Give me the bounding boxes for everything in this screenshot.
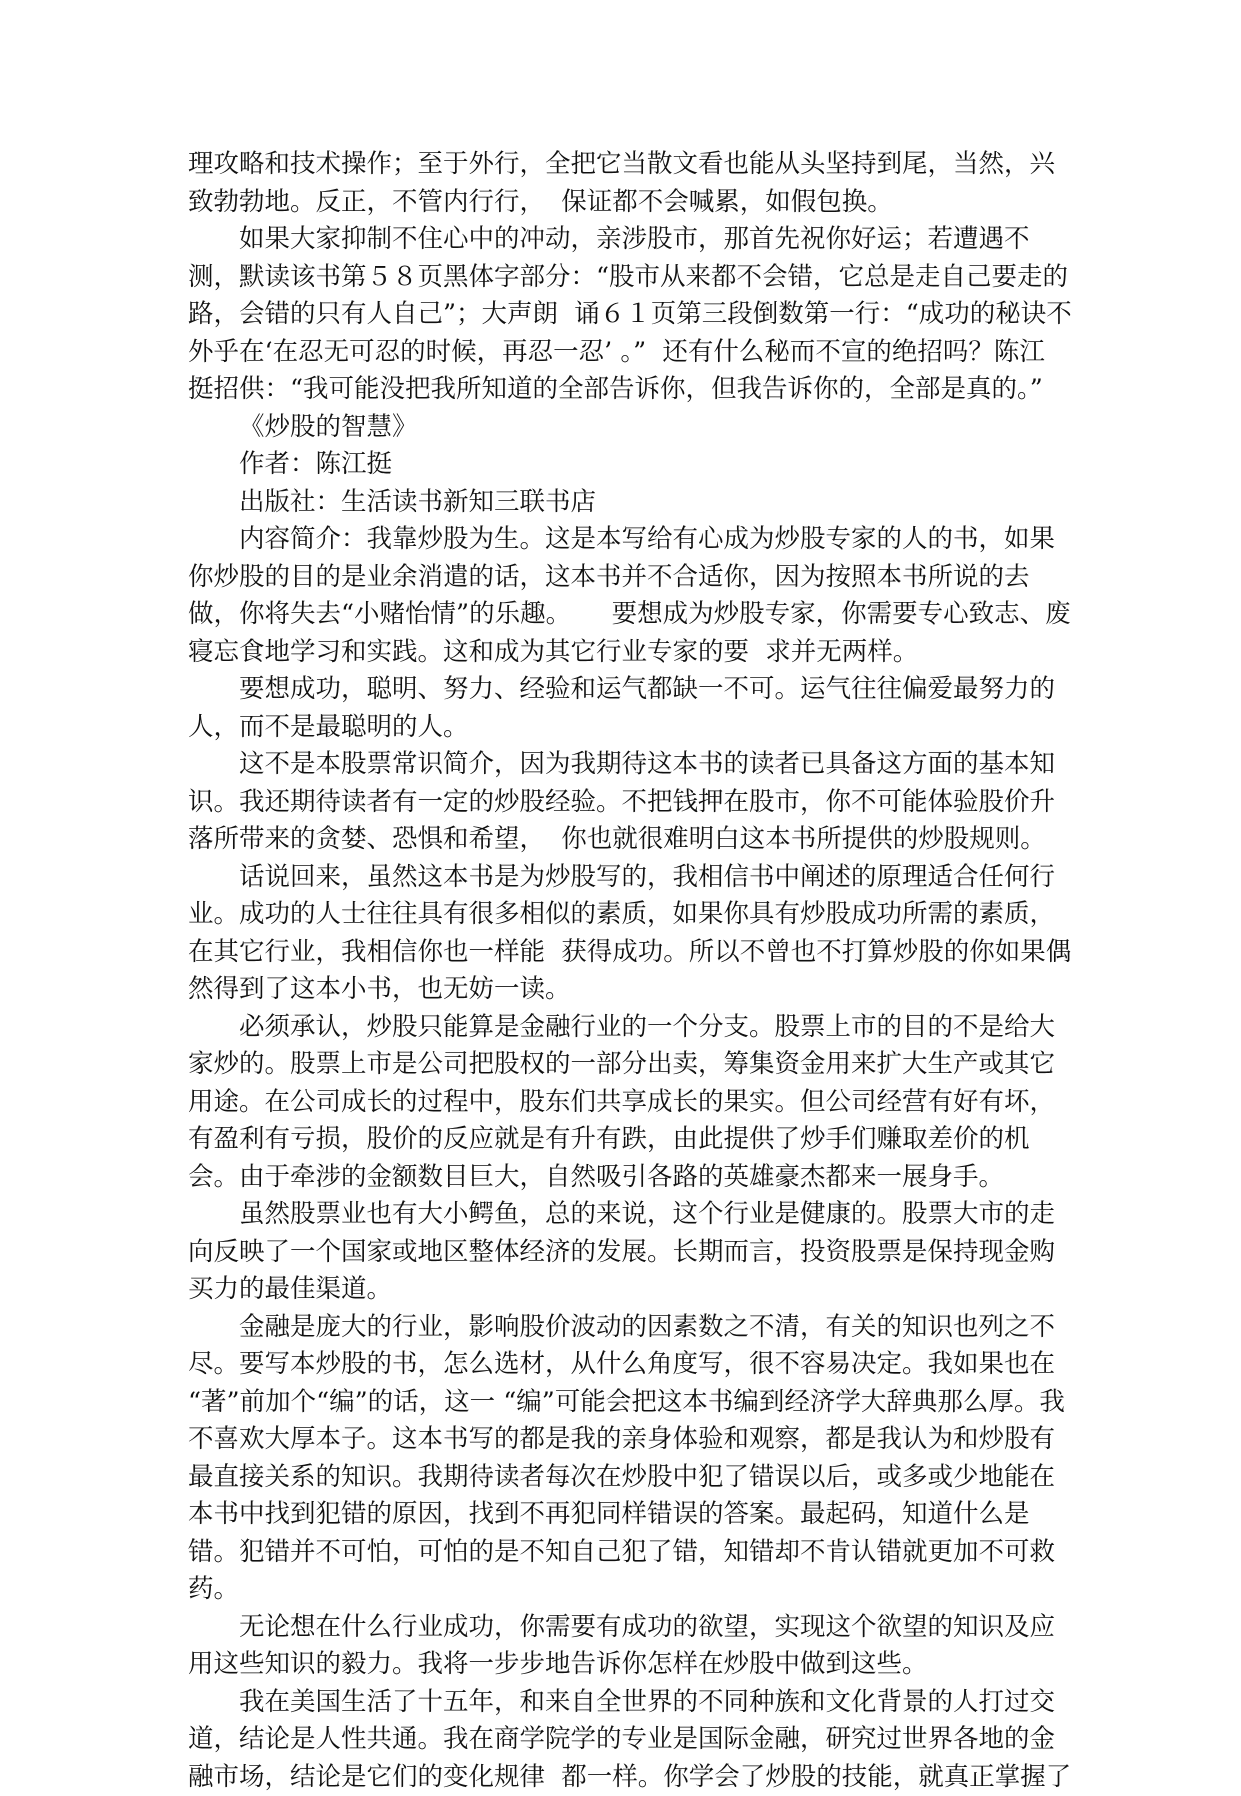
text-line: 药。 xyxy=(188,1571,1068,1609)
text-line: 业。成功的人士往往具有很多相似的素质，如果你具有炒股成功所需的素质， xyxy=(188,896,1068,934)
text-line: 金融是庞大的行业，影响股价波动的因素数之不清，有关的知识也列之不 xyxy=(188,1309,1068,1347)
text-line: 最直接关系的知识。我期待读者每次在炒股中犯了错误以后，或多或少地能在 xyxy=(188,1459,1068,1497)
text-line: 无论想在什么行业成功，你需要有成功的欲望，实现这个欲望的知识及应 xyxy=(188,1609,1068,1647)
text-line: 人，而不是最聪明的人。 xyxy=(188,709,1068,747)
text-line: 买力的最佳渠道。 xyxy=(188,1271,1068,1309)
text-line: 家炒的。股票上市是公司把股权的一部分出卖，筹集资金用来扩大生产或其它 xyxy=(188,1046,1068,1084)
text-line: 寝忘食地学习和实践。这和成为其它行业专家的要 求并无两样。 xyxy=(188,634,1068,672)
text-line: “著”前加个“编”的话，这一 “编”可能会把这本书编到经济学大辞典那么厚。我 xyxy=(188,1384,1068,1422)
text-line: 错。犯错并不可怕，可怕的是不知自己犯了错，知错却不肯认错就更加不可救 xyxy=(188,1534,1068,1572)
text-line: 作者：陈江挺 xyxy=(188,446,1068,484)
text-line: 这不是本股票常识简介，因为我期待这本书的读者已具备这方面的基本知 xyxy=(188,746,1068,784)
text-line: 融市场，结论是它们的变化规律 都一样。你学会了炒股的技能，就真正掌握了 xyxy=(188,1759,1068,1796)
text-line: 挺招供：“我可能没把我所知道的全部告诉你，但我告诉你的，全部是真的。” xyxy=(188,371,1068,409)
text-line: 外乎在‘在忍无可忍的时候，再忍一忍’ 。” 还有什么秘而不宣的绝招吗？陈江 xyxy=(188,334,1068,372)
text-line: 你炒股的目的是业余消遣的话，这本书并不合适你，因为按照本书所说的去 xyxy=(188,559,1068,597)
text-line: 《炒股的智慧》 xyxy=(188,409,1068,447)
text-line: 做，你将失去“小赌怡情”的乐趣。 要想成为炒股专家，你需要专心致志、废 xyxy=(188,596,1068,634)
text-line: 测，默读该书第５８页黑体字部分：“股市从来都不会错，它总是走自己要走的 xyxy=(188,259,1068,297)
text-line: 致勃勃地。反正，不管内行行， 保证都不会喊累，如假包换。 xyxy=(188,184,1068,222)
text-line: 落所带来的贪婪、恐惧和希望， 你也就很难明白这本书所提供的炒股规则。 xyxy=(188,821,1068,859)
text-line: 要想成功，聪明、努力、经验和运气都缺一不可。运气往往偏爱最努力的 xyxy=(188,671,1068,709)
text-line: 不喜欢大厚本子。这本书写的都是我的亲身体验和观察，都是我认为和炒股有 xyxy=(188,1421,1068,1459)
text-line: 路，会错的只有人自己”；大声朗 诵６１页第三段倒数第一行：“成功的秘诀不 xyxy=(188,296,1068,334)
text-line: 必须承认，炒股只能算是金融行业的一个分支。股票上市的目的不是给大 xyxy=(188,1009,1068,1047)
text-line: 话说回来，虽然这本书是为炒股写的，我相信书中阐述的原理适合任何行 xyxy=(188,859,1068,897)
text-line: 用这些知识的毅力。我将一步步地告诉你怎样在炒股中做到这些。 xyxy=(188,1646,1068,1684)
text-line: 内容简介：我靠炒股为生。这是本写给有心成为炒股专家的人的书，如果 xyxy=(188,521,1068,559)
text-line: 会。由于牵涉的金额数目巨大，自然吸引各路的英雄豪杰都来一展身手。 xyxy=(188,1159,1068,1197)
text-line: 道，结论是人性共通。我在商学院学的专业是国际金融，研究过世界各地的金 xyxy=(188,1721,1068,1759)
text-line: 我在美国生活了十五年，和来自全世界的不同种族和文化背景的人打过交 xyxy=(188,1684,1068,1722)
text-line: 虽然股票业也有大小鳄鱼，总的来说，这个行业是健康的。股票大市的走 xyxy=(188,1196,1068,1234)
text-line: 用途。在公司成长的过程中，股东们共享成长的果实。但公司经营有好有坏， xyxy=(188,1084,1068,1122)
text-line: 出版社：生活读书新知三联书店 xyxy=(188,484,1068,522)
text-line: 向反映了一个国家或地区整体经济的发展。长期而言，投资股票是保持现金购 xyxy=(188,1234,1068,1272)
text-line: 理攻略和技术操作；至于外行，全把它当散文看也能从头坚持到尾，当然，兴 xyxy=(188,146,1068,184)
text-line: 如果大家抑制不住心中的冲动，亲涉股市，那首先祝你好运；若遭遇不 xyxy=(188,221,1068,259)
text-line: 然得到了这本小书，也无妨一读。 xyxy=(188,971,1068,1009)
text-line: 尽。要写本炒股的书，怎么选材，从什么角度写，很不容易决定。我如果也在 xyxy=(188,1346,1068,1384)
text-line: 有盈利有亏损，股价的反应就是有升有跌，由此提供了炒手们赚取差价的机 xyxy=(188,1121,1068,1159)
text-line: 本书中找到犯错的原因，找到不再犯同样错误的答案。最起码，知道什么是 xyxy=(188,1496,1068,1534)
document-body-text xyxy=(188,146,1068,1796)
text-line: 识。我还期待读者有一定的炒股经验。不把钱押在股市，你不可能体验股价升 xyxy=(188,784,1068,822)
text-line: 在其它行业，我相信你也一样能 获得成功。所以不曾也不打算炒股的你如果偶 xyxy=(188,934,1068,972)
